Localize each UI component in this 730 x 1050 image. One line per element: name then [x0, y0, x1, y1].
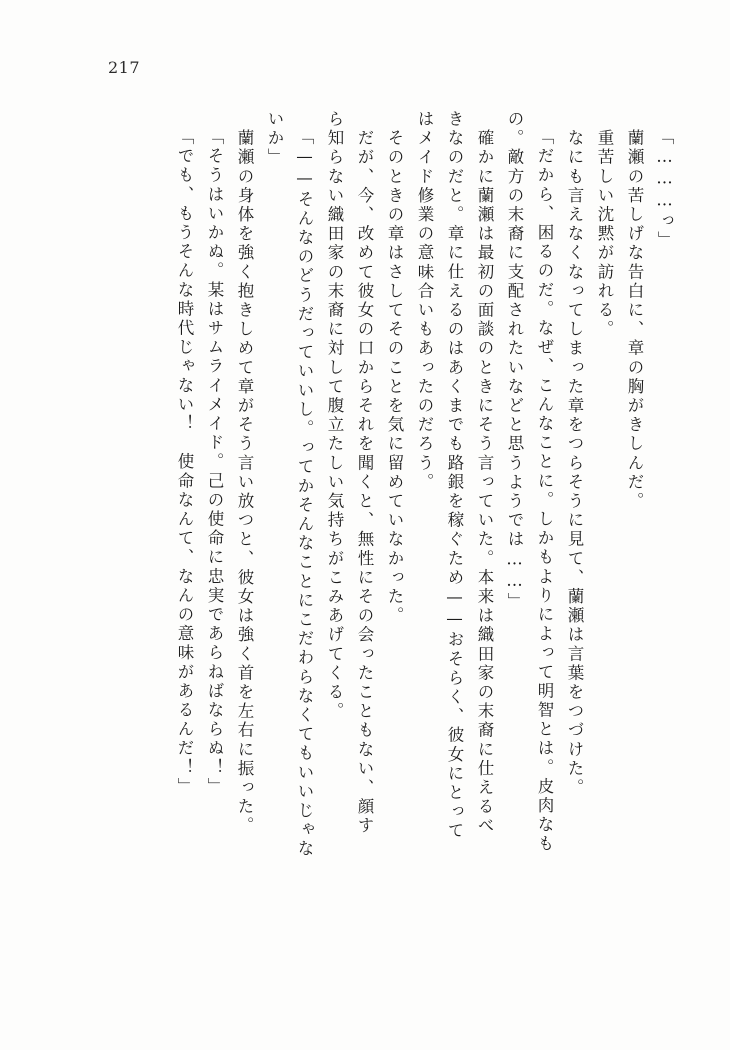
- text-line: そのときの章はさしてそのことを気に留めていなかった。: [385, 110, 404, 626]
- vertical-text-body: [62, 110, 672, 990]
- text-line: ら知らない織田家の末裔に対して腹立たしい気持ちがこみあげてくる。: [325, 110, 344, 722]
- text-line: はメイド修業の意味合いもあったのだろう。: [415, 110, 434, 492]
- text-line: きなのだと。章に仕えるのはあくまでも路銀を稼ぐため——おそらく、彼女にとって: [445, 110, 464, 841]
- text-line: の。敵方の末裔に支配されたいなどと思うようでは……」: [505, 110, 524, 612]
- text-line: 「………っ」: [655, 128, 674, 251]
- page-number: 217: [108, 58, 141, 77]
- text-line: 蘭瀬の身体を強く抱きしめて章がそう言い放つと、彼女は強く首を左右に振った。: [235, 110, 254, 836]
- text-line: 「そうはいかぬ。某はサムライメイド。己の使命に忠実であらねばならぬ！」: [205, 128, 224, 797]
- text-line: 「——そんなのどうだっていいし。ってかそんなことにこだわらなくてもいいじゃな: [295, 128, 314, 859]
- text-line: 蘭瀬の苦しげな告白に、章の胸がきしんだ。: [625, 110, 644, 512]
- text-line: なにも言えなくなってしまった章をつらそうに見て、蘭瀬は言葉をつづけた。: [565, 110, 584, 798]
- text-line: 確かに蘭瀬は最初の面談のときにそう言っていた。本来は織田家の末裔に仕えるべ: [475, 110, 494, 836]
- text-line: 「だから、困るのだ。なぜ、こんなことに。しかもよりによって明智とは。皮肉なも: [535, 128, 554, 854]
- text-line: いか」: [265, 110, 284, 168]
- text-line: 「でも、もうそんな時代じゃない！ 使命なんて、なんの意味があるんだ！」: [175, 128, 194, 797]
- text-line: だが、今、改めて彼女の口からそれを聞くと、無性にその会ったこともない、顔す: [355, 110, 374, 836]
- text-line: 重苦しい沈黙が訪れる。: [595, 110, 614, 340]
